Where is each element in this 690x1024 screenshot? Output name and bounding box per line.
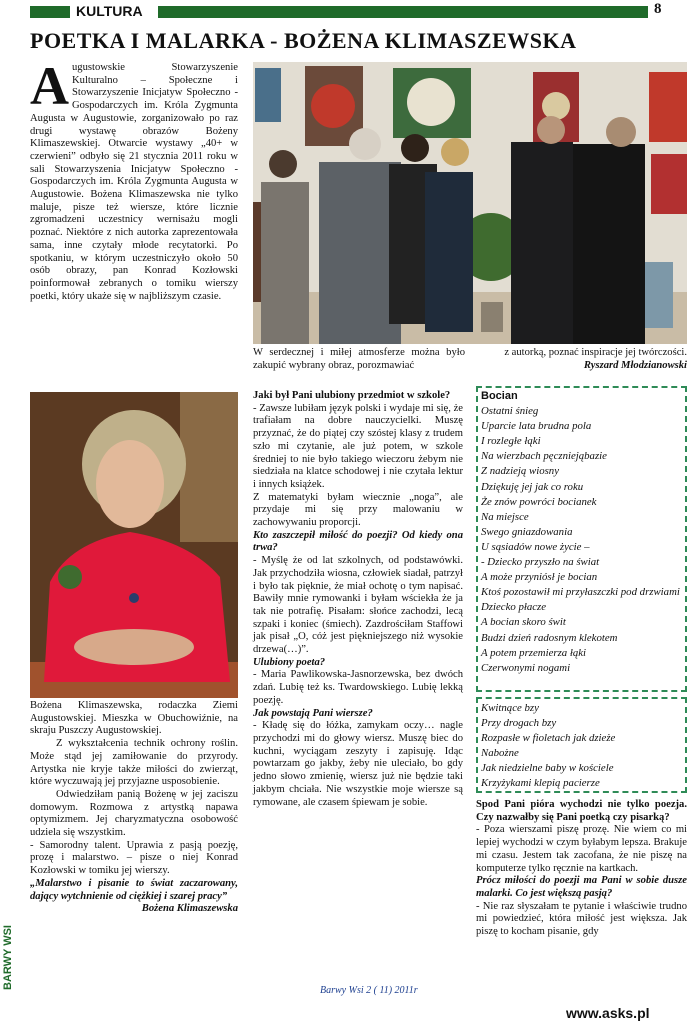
photo-caption-2: z autorką, poznać inspiracje jej twórczości. <box>504 347 687 358</box>
page-number: 8 <box>654 1 662 17</box>
question-4: Jak powstają Pani wiersze? <box>253 707 373 719</box>
poem-line: Z nadzieją wiosny <box>481 465 559 478</box>
poem-line: Budzi dzień radosnym klekotem <box>481 631 618 644</box>
dropcap: A <box>30 56 69 116</box>
interview-middle-column: Jaki był Pani ulubiony przedmiot w szkole? - Zawsze lubiłam język polski i wydaje mi się, że trafiałam na dobre nauczycielki. Muszę przyznać, że do piątej czy szóstej klasy z trudem szło mi czytanie, ale już potem, w szkole średniej to nie było takiego wieczoru żebym nie siedziała na klatce schodowej i nie czytała lektur i innych książek. Z matematyki byłam wiecznie „noga”, ale przydaje mi się przy malowaniu w zachowywaniu proporcji. Kto zaszczepił miłość do poezji? Od kiedy ona trwa? - Myślę że od lat szkolnych, od podstawówki. Jak przychodziła wiosna, człowiek siadał, patrzył i było tak pięknie, że miał ochotę o tym napisać. Bawiły mnie rymowanki i byłam wściekła że ja tak nie potrafię. Pisałam: słońce zachodzi, lecą szpaki i koniec (śmiech). Zazdrościłam Staffowi jak pisał „O, cóż jest piękniejszego niż wysokie drzewa(…)”. Ulubiony poeta? - Maria Pawlikowska-Jasnorzewska, bez dwóch zdań. Lubię też ks. Twardowskiego. Lubię lekką poezję. Jak powstają Pani wiersze? - Kładę się do łóżka, zamykam oczy… nagle przychodzi mi do głowy wiersz. Muszę biec do kuchni, wyciągam zeszyty i zapisuję. Idąc powtarzam go jakby, żeby nie uleciało, bo gdy jedno słowo zmienię, wiersz już nie będzie taki jakbym chciała. Nie wszystkie moje wiersze są rymowane, ale czasem śpiewam je sobie. <box>253 390 463 808</box>
question-5: Spod Pani pióra wychodzi nie tylko poezja. Czy nazwałby się Pani poetką czy pisarką? <box>476 799 687 823</box>
website-link[interactable]: www.asks.pl <box>566 1005 650 1021</box>
photo-caption-1: W serdecznej i miłej atmosferze można było zakupić wybrany obraz, porozmawiać <box>253 347 465 371</box>
poem-line: Czerwonymi nogami <box>481 661 571 674</box>
interview-right-column: Spod Pani pióra wychodzi nie tylko poezja. Czy nazwałby się Pani poetką czy pisarką? - Poza wierszami piszę prozę. Nie wiem co mi lepiej wychodzi w czym byłabym lepsza. Brakuje mi czasu. Jestem tak zacofana, że nie piszę na komputerze tylko ręcznie na kartkach. Prócz miłości do poezji ma Pani w sobie dusze malarki. Co jest większą pasją? - Nie raz słyszałam te pytanie i właściwie trudno mi powiedzieć, która miłość jest większa. Jak piszę to kocham pisanie, gdy <box>476 799 687 938</box>
poem-line: I rozległe łąki <box>481 435 541 448</box>
side-label: BARWY WSI <box>2 925 14 990</box>
poem-line: Dziecko płacze <box>481 601 547 614</box>
poem-line: Jak niedzielne baby w kościele <box>481 762 614 775</box>
section-label: KULTURA <box>76 3 143 19</box>
question-2: Kto zaszczepił miłość do poezji? Od kiedy ona trwa? <box>253 529 463 554</box>
poem-lines <box>481 404 682 676</box>
poem-line: - Dziecko przyszło na świat <box>481 556 600 569</box>
poem-line: A może przyniósł je bocian <box>481 571 598 584</box>
exhibition-photo <box>253 62 687 344</box>
header-bar-right <box>158 6 648 18</box>
intro-text: Augustowskie Stowarzyszenie Kulturalno – Społeczne i Stowarzyszenie Inicjatyw Społeczno - Gospodarczych im. Króla Zygmunta Augusta w Augustowie, zorganizowało po raz drugi wystawę obrazów Bożeny Klimaszewskiej. Otwarcie wystawy „40+ w czerwieni” odbyło się 21 stycznia 2011 roku w sali Stowarzyszenia Inicjatyw Społeczno - Gospodarczych im. Króla Zygmunta Augusta w Augustowie. Bożena Klimaszewska nie tylko maluje, pisze też wiersze, które licznie zgromadzeni uczestnicy wernisażu mogli poznać. Niektóre z nich autorka zaprezentowała sama, inne czytały młode recytatorki. Po spotkaniu, w którym uczestniczyło około 50 osób obrazy, pan Konrad Kozłowski poinformował zebranych o tomiku wierszy poetki, który ukaże się w najbliższym czasie. <box>30 56 238 302</box>
poem-box-bocian <box>476 386 687 692</box>
portrait-photo <box>30 392 238 698</box>
question-6: Prócz miłości do poezji ma Pani w sobie dusze malarki. Co jest większą pasją? <box>476 875 687 899</box>
poem-line: A bocian skoro świt <box>481 616 566 629</box>
poem-line: Przy drogach bzy <box>481 717 557 730</box>
poem-lines <box>481 701 682 792</box>
poem-line: Na miejsce <box>481 510 529 523</box>
poem-line: Swego gniazdowania <box>481 525 573 538</box>
issue-footer: Barwy Wsi 2 ( 11) 2011r <box>320 985 418 996</box>
poem-line: Na wierzbach pęczniejąbazie <box>481 450 607 463</box>
question-1: Jaki był Pani ulubiony przedmiot w szkole? <box>253 390 451 401</box>
poem-line: Ostatni śnieg <box>481 405 539 418</box>
poem-box-bzy <box>476 697 687 793</box>
left-column-text: Bożena Klimaszewska, rodaczka Ziemi Augustowskiej. Mieszka w Obuchowiźnie, na skraju Puszczy Augustowskiej. Z wykształcenia technik ochrony roślin. Może stąd jej zamiłowanie do przyrody. Artystka nie kryje także miłości do zwierząt, które wyczuwają jej przyjazne usposobienie. Odwiedziłam panią Bożenę w jej zaciszu domowym. Rozmowa z artystką napawa optymizmem. Jej charyzmatyczna osobowość udziela się wszystkim. - Samorodny talent. Uprawia z pasją poezję, prozę i malarstwo. – pisze o niej Konrad Kozłowski w tomiku jej wierszy. „Malarstwo i pisanie to świat zaczarowany, dający wytchnienie od ciężkiej i szarej pracy” Bożena Klimaszewska <box>30 700 238 915</box>
poem-line: Ktoś pozostawił mi przyłaszczki pod drzwiami <box>481 586 680 599</box>
poem-title: Bocian <box>481 390 518 402</box>
poem-line: Dziękuję jej jak co roku <box>481 480 584 493</box>
photo-author: Ryszard Młodzianowski <box>583 360 687 371</box>
poem-line: Kwitnące bzy <box>481 702 539 714</box>
poem-line: Rozpasłe w fioletach jak dzieże <box>481 732 616 745</box>
page-title: POETKA I MALARKA - BOŻENA KLIMASZEWSKA <box>30 28 577 53</box>
poem-line: A potem przemierza łąki <box>481 646 587 659</box>
poem-line: U sąsiadów nowe życie – <box>481 540 590 553</box>
poem-line: Uparcie lata brudna pola <box>481 420 592 433</box>
question-3: Ulubiony poeta? <box>253 656 326 668</box>
header-bar-left <box>30 6 70 18</box>
poem-line: Że znów powróci bocianek <box>481 495 597 508</box>
poem-line: Krzyżykami klepią pacierze <box>481 777 600 790</box>
poem-line: Nabożne <box>481 747 519 760</box>
